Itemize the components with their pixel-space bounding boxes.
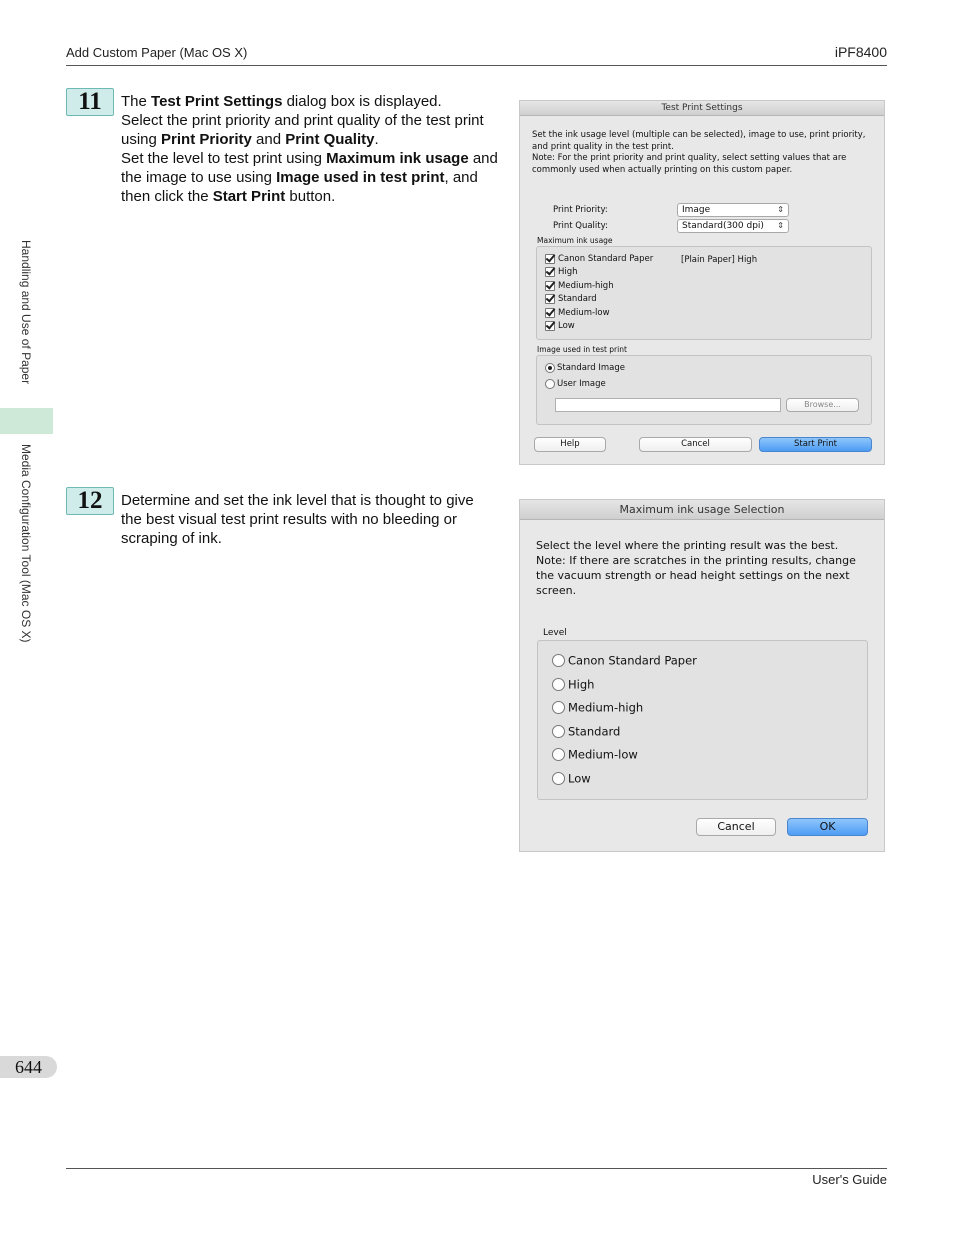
header-model-name: iPF8400 [834, 44, 887, 60]
level-radio[interactable] [552, 747, 638, 762]
checkbox-checked-icon[interactable] [545, 254, 555, 264]
header-divider [66, 65, 887, 66]
ink-level-checkbox[interactable] [545, 267, 578, 278]
image-option-radio-label: User Image [557, 379, 606, 389]
image-option-radio[interactable] [545, 379, 606, 390]
help-button[interactable]: Help [534, 437, 606, 452]
level-radio-label: Canon Standard Paper [568, 653, 697, 668]
dialog-title: Test Print Settings [520, 101, 884, 116]
text-run: The [121, 93, 152, 110]
step-12-text [121, 491, 496, 548]
ink-level-checkbox[interactable] [545, 254, 653, 265]
ink-level-checkbox-label: Canon Standard Paper [558, 254, 654, 264]
ink-level-checkbox[interactable] [545, 308, 610, 319]
image-option-radio[interactable] [545, 363, 625, 374]
ok-button[interactable]: OK [787, 818, 868, 836]
max-ink-selection-dialog [519, 499, 885, 852]
print-priority-select[interactable] [677, 203, 789, 217]
text-run: , and then click the [121, 169, 478, 205]
emphasized-term: Maximum ink usage [326, 150, 469, 167]
footer-divider [66, 1168, 887, 1169]
radio-unselected-icon[interactable] [552, 701, 565, 714]
header-section-title: Add Custom Paper (Mac OS X) [66, 45, 248, 60]
radio-selected-icon[interactable] [545, 363, 555, 373]
step-number-12: 12 [66, 487, 114, 515]
dialog-description: Set the ink usage level (multiple can be selected), image to use, print priority, and print quality in the test print. [532, 130, 866, 152]
ink-level-checkbox[interactable] [545, 281, 614, 292]
image-group-label: Image used in test print [537, 345, 627, 354]
level-radio-label: Standard [568, 724, 621, 738]
print-priority-value: Image [682, 205, 711, 215]
ink-level-checkbox[interactable] [545, 294, 597, 305]
checkbox-checked-icon[interactable] [545, 267, 555, 277]
radio-unselected-icon[interactable] [552, 725, 565, 738]
level-group [537, 640, 868, 800]
side-tab-media-config-tool: Media Configuration Tool (Mac OS X) [19, 444, 33, 643]
emphasized-term: Print Priority [161, 131, 252, 148]
checkbox-checked-icon[interactable] [545, 281, 555, 291]
level-radio[interactable] [552, 700, 643, 715]
max-ink-group-label: Maximum ink usage [537, 236, 613, 245]
radio-unselected-icon[interactable] [552, 748, 565, 761]
text-run: Determine and set the ink level that is thought to give the best visual test print results with no bleeding or scraping of ink. [121, 492, 474, 547]
step-number-11: 11 [66, 88, 114, 116]
footer-guide-name: User's Guide [812, 1172, 887, 1187]
level-radio[interactable] [552, 677, 594, 692]
radio-unselected-icon[interactable] [552, 678, 565, 691]
checkbox-checked-icon[interactable] [545, 321, 555, 331]
checkbox-checked-icon[interactable] [545, 294, 555, 304]
radio-unselected-icon[interactable] [552, 772, 565, 785]
text-run: button. [285, 188, 336, 205]
ink-level-checkbox-label: Medium-low [558, 307, 610, 318]
radio-unselected-icon[interactable] [545, 379, 555, 389]
page-number: 644 [0, 1056, 57, 1078]
updown-arrows-icon: ⇕ [777, 205, 784, 214]
level-radio-label: Low [568, 771, 591, 785]
text-run: Select the print priority and print quality of the test print using [121, 112, 484, 148]
max-ink-group [536, 246, 872, 340]
ink-level-checkbox-label: Low [558, 321, 575, 331]
text-run: . [374, 131, 379, 148]
print-quality-label: Print Quality: [553, 221, 608, 231]
side-tab-handling-paper: Handling and Use of Paper [19, 240, 33, 385]
image-option-radio-label: Standard Image [557, 363, 625, 373]
ink-level-checkbox-label: Standard [558, 294, 597, 305]
dialog-instruction: Select the level where the printing result was the best. [536, 539, 839, 552]
level-radio-label: High [568, 677, 595, 691]
cancel-button[interactable]: Cancel [696, 818, 776, 836]
updown-arrows-icon: ⇕ [777, 221, 784, 230]
print-priority-label: Print Priority: [553, 205, 608, 215]
ink-level-checkbox[interactable] [545, 321, 575, 332]
dialog-title: Maximum ink usage Selection [520, 500, 884, 520]
text-run: Set the level to test print using [121, 150, 327, 167]
ink-level-checkbox-label: Medium-high [558, 280, 614, 291]
checkbox-checked-icon[interactable] [545, 308, 555, 318]
radio-unselected-icon[interactable] [552, 654, 565, 667]
text-run: and the image to use using [121, 150, 498, 186]
dialog-note: Note: For the print priority and print quality, select setting values that are commonly used when actually printing on this custom paper. [532, 153, 847, 175]
cancel-button[interactable]: Cancel [639, 437, 752, 452]
image-group [536, 355, 872, 425]
browse-button[interactable]: Browse... [786, 398, 859, 412]
level-radio-label: Medium-low [568, 747, 638, 762]
level-radio[interactable] [552, 771, 591, 786]
level-radio-label: Medium-high [568, 700, 644, 715]
emphasized-term: Start Print [212, 188, 286, 205]
start-print-button[interactable]: Start Print [759, 437, 872, 452]
test-print-settings-dialog [519, 100, 885, 465]
text-run: dialog box is displayed. [282, 93, 442, 110]
level-group-label: Level [543, 628, 567, 638]
text-run: and [251, 131, 286, 148]
side-tab-current-marker [0, 408, 53, 434]
user-image-path-input[interactable] [555, 398, 781, 412]
dialog-note: Note: If there are scratches in the printing results, change the vacuum strength or head height settings on the next screen. [536, 554, 856, 597]
emphasized-term: Test Print Settings [151, 93, 283, 110]
ink-level-checkbox-label: High [558, 267, 578, 278]
paper-type-text: [Plain Paper] High [681, 255, 758, 265]
level-radio[interactable] [552, 653, 697, 668]
print-quality-value: Standard(300 dpi) [682, 221, 764, 231]
level-radio[interactable] [552, 724, 620, 739]
emphasized-term: Image used in test print [276, 169, 445, 186]
emphasized-term: Print Quality [285, 131, 375, 148]
print-quality-select[interactable] [677, 219, 789, 233]
step-11-text [121, 92, 506, 206]
